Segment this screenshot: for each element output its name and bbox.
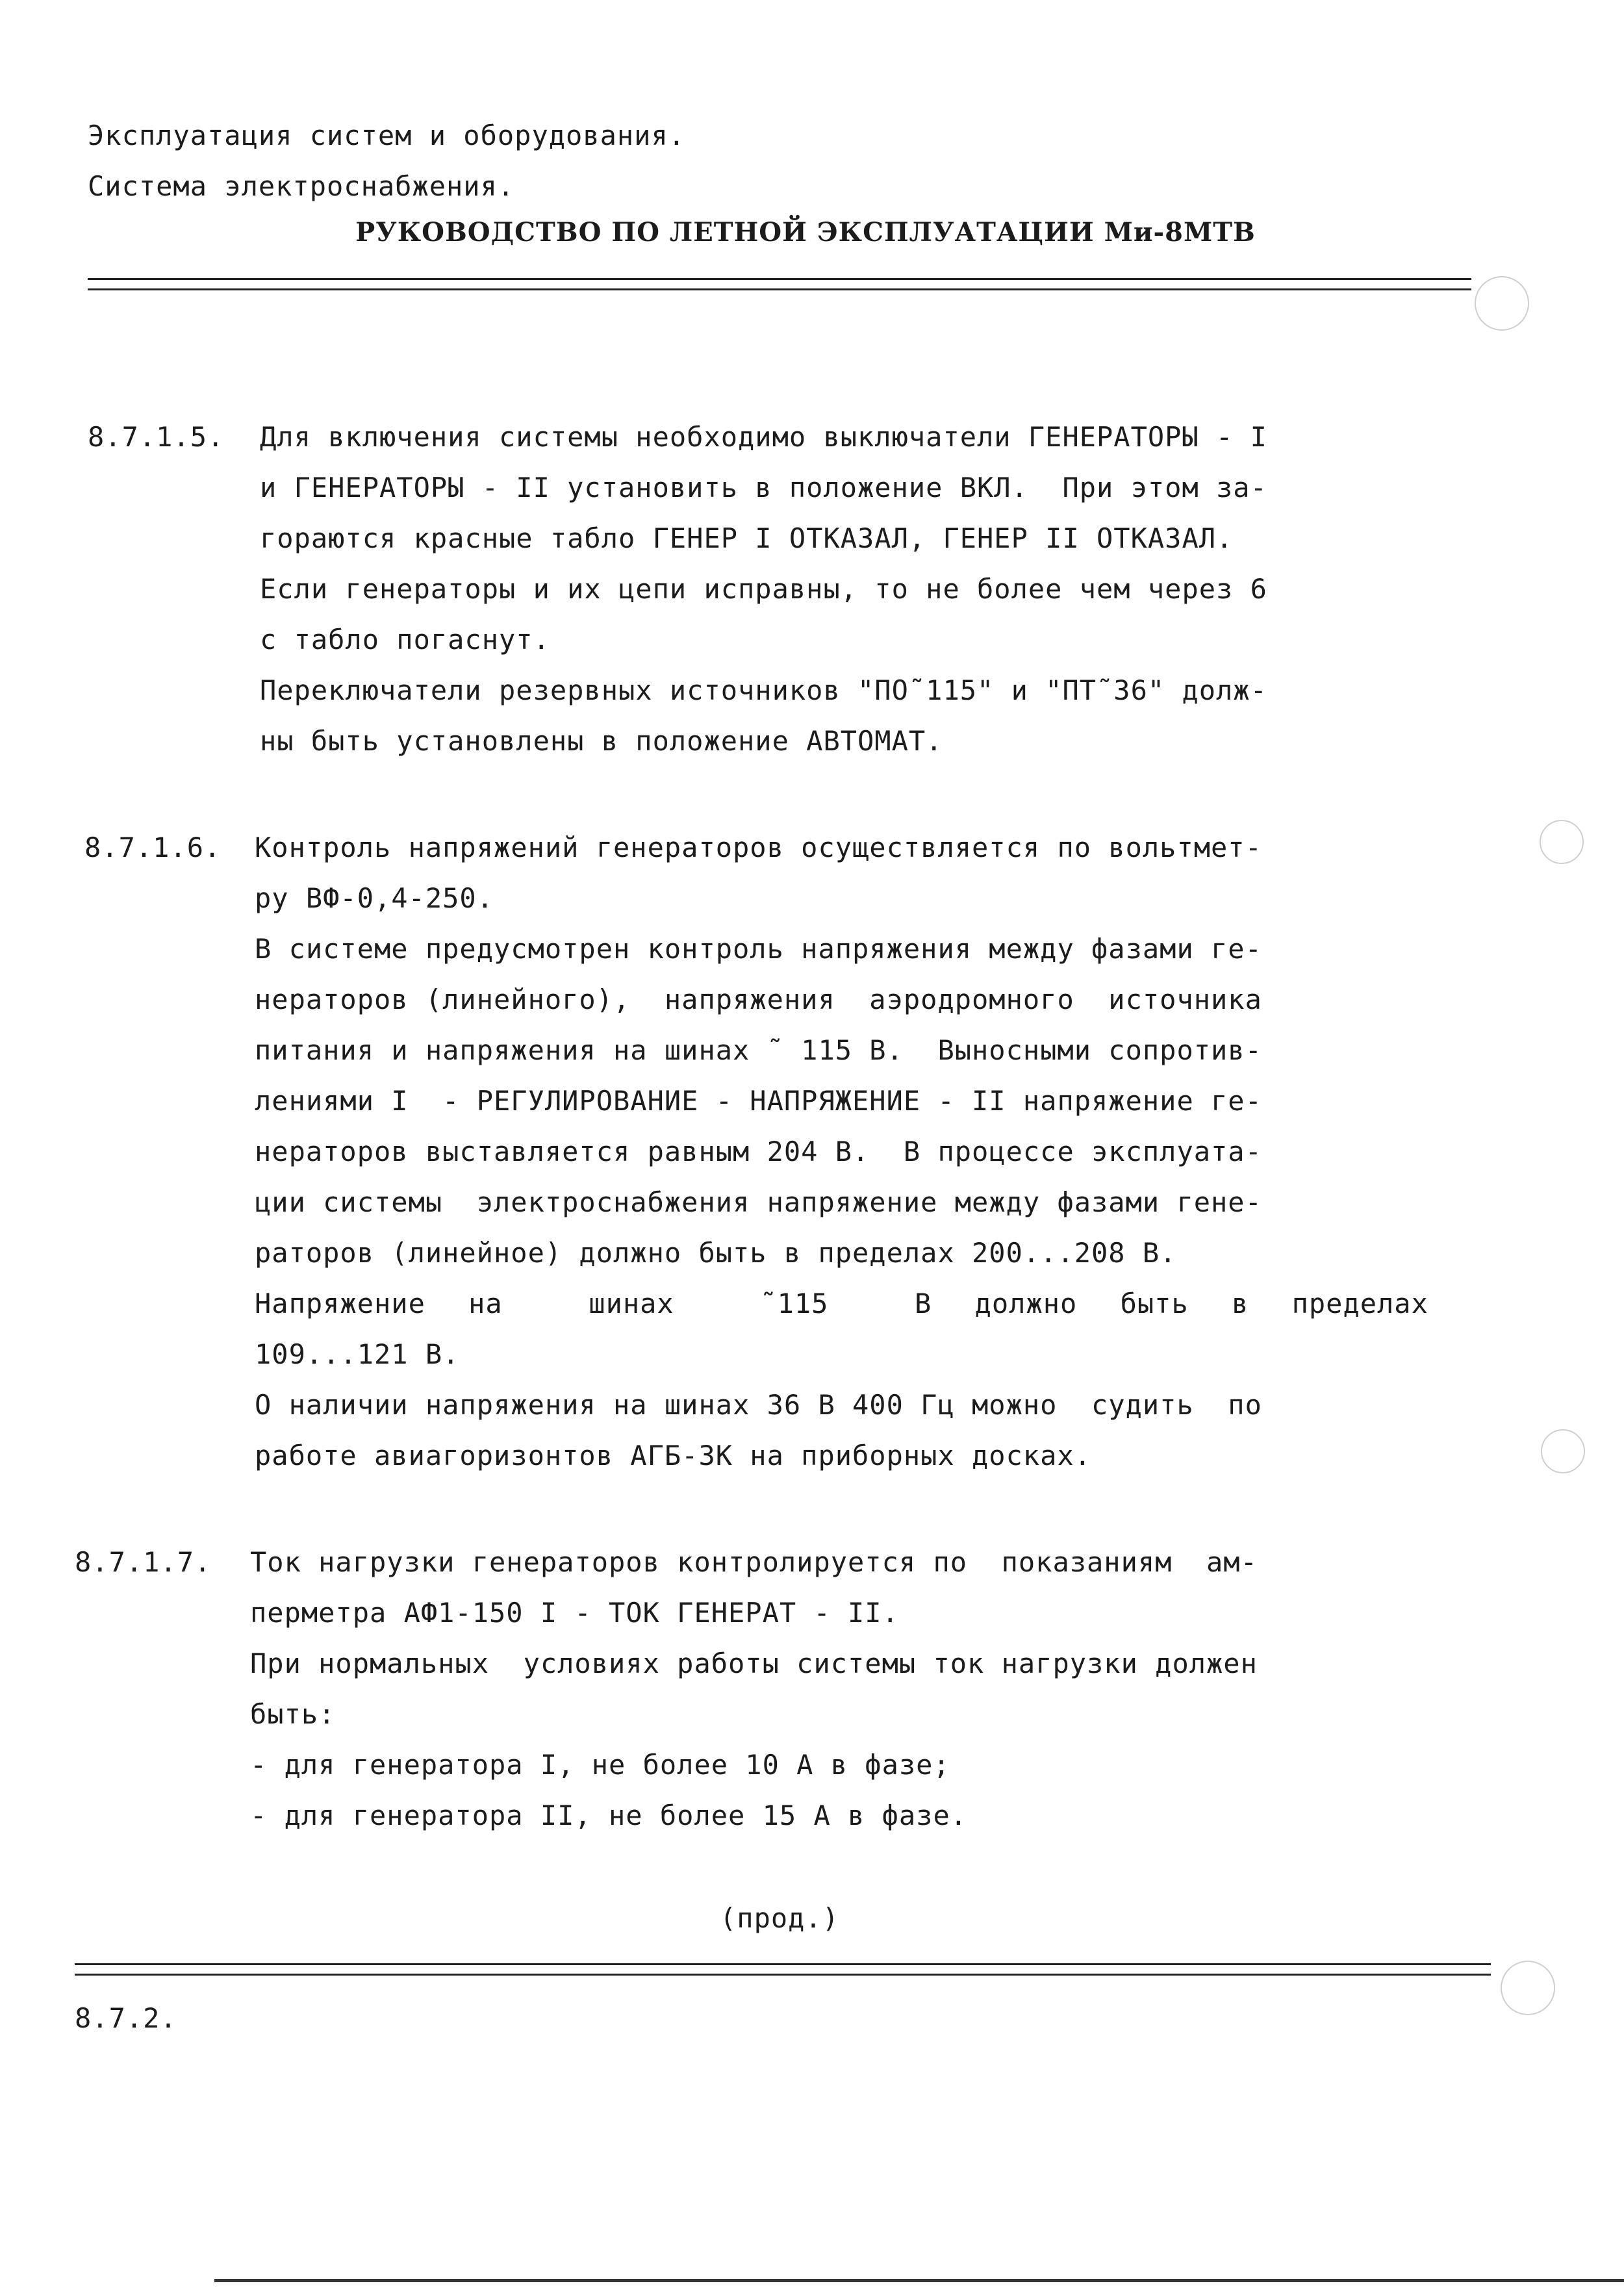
section-8-7-1-5-line: гораются красные табло ГЕНЕР I ОТКАЗАЛ, ГЕНЕР II ОТКАЗАЛ. <box>260 522 1234 554</box>
section-number-8-7-1-5: 8.7.1.5. <box>88 421 225 453</box>
punch-hole-lower-mid <box>1541 1429 1585 1473</box>
header-line-2: Система электроснабжения. <box>88 170 515 202</box>
section-number-8-7-1-6: 8.7.1.6. <box>84 832 222 863</box>
continued-marker: (прод.) <box>720 1902 840 1934</box>
scan-bottom-edge <box>214 2279 1624 2282</box>
section-8-7-1-7-line: быть: <box>250 1698 336 1730</box>
punch-hole-upper-mid <box>1540 820 1584 864</box>
section-8-7-1-6-line: 109...121 В. <box>255 1338 460 1370</box>
section-8-7-1-5-line: и ГЕНЕРАТОРЫ - II установить в положение ВКЛ. При этом за- <box>260 472 1267 503</box>
section-8-7-1-7-line: Ток нагрузки генераторов контролируется по показаниям ам- <box>250 1546 1258 1578</box>
section-8-7-1-6-line: питания и напряжения на шинах ˜ 115 В. Выносными сопротив- <box>255 1034 1262 1066</box>
footer-double-rule <box>75 1963 1491 1976</box>
section-8-7-1-6-line: Контроль напряжений генераторов осуществляется по вольтмет- <box>255 832 1262 863</box>
section-8-7-1-5-line: Переключатели резервных источников "ПО˜115" и "ПТ˜36" долж- <box>260 674 1267 706</box>
section-8-7-1-6-line: В системе предусмотрен контроль напряжения между фазами ге- <box>255 933 1262 965</box>
section-8-7-1-6-line: О наличии напряжения на шинах 36 В 400 Гц можно судить по <box>255 1389 1262 1421</box>
section-8-7-1-7-line: - для генератора II, не более 15 А в фазе. <box>250 1800 968 1831</box>
section-8-7-1-5-line: Если генераторы и их цепи исправны, то не более чем через 6 <box>260 573 1267 605</box>
section-8-7-1-6-line: ции системы электроснабжения напряжение между фазами гене- <box>255 1186 1262 1218</box>
punch-hole-top <box>1475 276 1529 331</box>
section-8-7-1-5-line: Для включения системы необходимо выключатели ГЕНЕРАТОРЫ - I <box>260 421 1267 453</box>
section-8-7-1-6-line: лениями I - РЕГУЛИРОВАНИЕ - НАПРЯЖЕНИЕ - II напряжение ге- <box>255 1085 1262 1117</box>
section-8-7-1-6-line: работе авиагоризонтов АГБ-3К на приборных досках. <box>255 1440 1092 1471</box>
section-8-7-1-6-line: нераторов (линейного), напряжения аэродромного источника <box>255 984 1262 1015</box>
section-8-7-1-6-line: ру ВФ-0,4-250. <box>255 882 494 914</box>
section-8-7-1-5-line: ны быть установлены в положение АВТОМАТ. <box>260 725 943 757</box>
page-number: 8.7.2. <box>75 2002 177 2034</box>
section-8-7-1-7-line: При нормальных условиях работы системы ток нагрузки должен <box>250 1648 1258 1679</box>
header-line-1: Эксплуатация систем и оборудования. <box>88 120 686 151</box>
section-8-7-1-7-line: перметра АФ1-150 I - ТОК ГЕНЕРАТ - II. <box>250 1597 899 1629</box>
section-number-8-7-1-7: 8.7.1.7. <box>75 1546 212 1578</box>
section-8-7-1-7-line: - для генератора I, не более 10 А в фазе; <box>250 1749 950 1781</box>
section-8-7-1-6-line: раторов (линейное) должно быть в пределах 200...208 В. <box>255 1237 1177 1269</box>
section-8-7-1-6-line: нераторов выставляется равным 204 В. В процессе эксплуата- <box>255 1136 1262 1167</box>
header-double-rule <box>88 278 1471 290</box>
punch-hole-bottom <box>1501 1961 1555 2015</box>
section-8-7-1-5-line: с табло погаснут. <box>260 624 550 655</box>
section-8-7-1-6-line: Напряжение на шинах ˜115 В должно быть в пределах <box>255 1288 1428 1319</box>
document-title: РУКОВОДСТВО ПО ЛЕТНОЙ ЭКСПЛУАТАЦИИ Ми-8МТВ <box>355 217 1256 248</box>
